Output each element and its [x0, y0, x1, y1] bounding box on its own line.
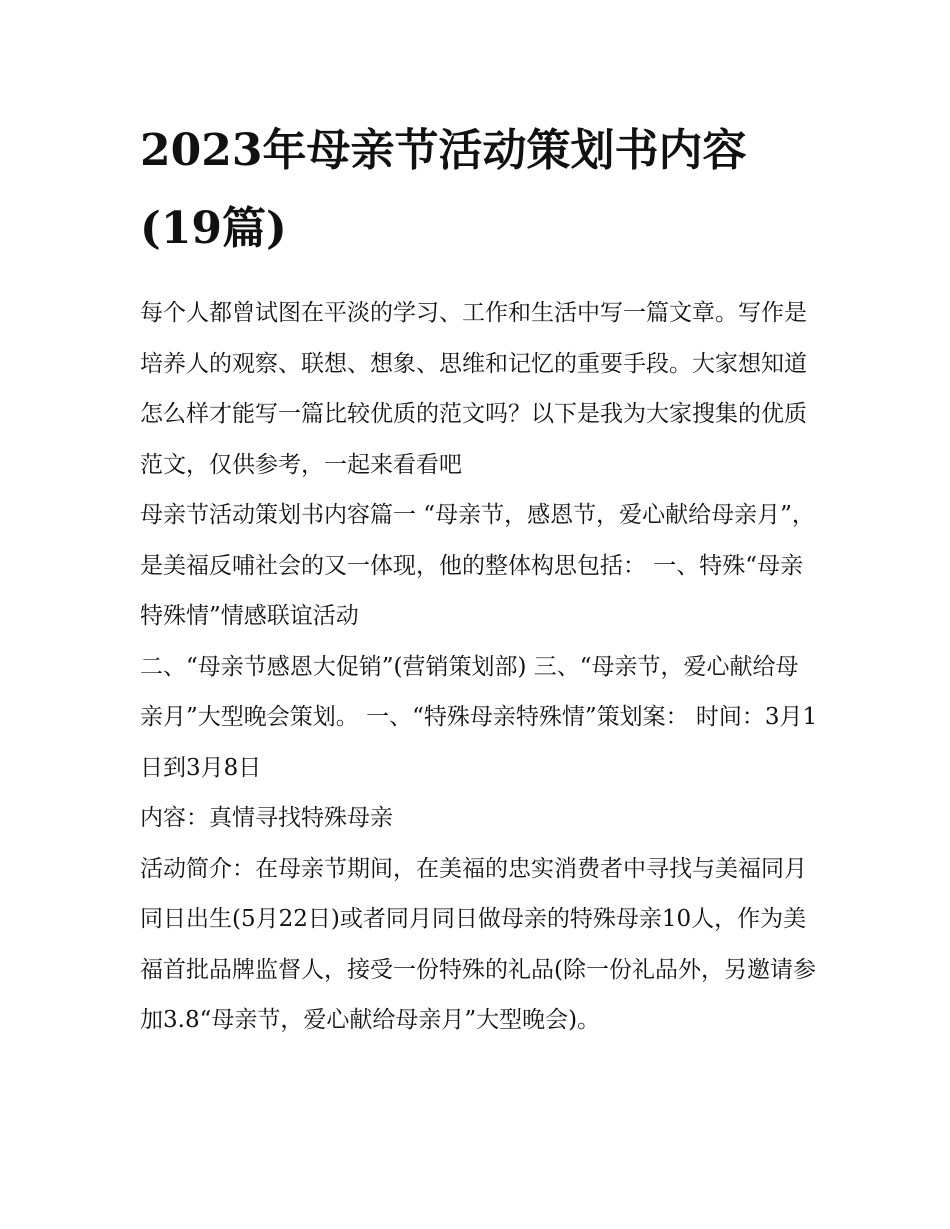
document-page: [140, 112, 820, 1046]
paragraph-section-two: 二、“母亲节感恩大促销”(营销策划部) 三、“母亲节，爱心献给母亲月”大型晚会策划。 一、“特殊母亲特殊情”策划案： 时间：3月1日到3月8日: [140, 653, 818, 781]
paragraph-section-one: 母亲节活动策划书内容篇一 “母亲节，感恩节，爱心献给母亲月”，是美福反哺社会的又一体现，他的整体构思包括： 一、特殊“母亲特殊情”情感联谊活动: [140, 502, 815, 629]
paragraph-content: 内容：真情寻找特殊母亲: [140, 805, 393, 831]
paragraph-intro: 每个人都曾试图在平淡的学习、工作和生活中写一篇文章。写作是培养人的观察、联想、想象、思维和记忆的重要手段。大家想知道怎么样才能写一篇比较优质的范文吗？以下是我为大家搜集的优质范文，仅供参考，一起来看看吧: [140, 300, 807, 478]
document-title: 2023年母亲节活动策划书内容(19篇): [140, 125, 747, 254]
paragraph-activity-intro: 活动简介：在母亲节期间，在美福的忠实消费者中寻找与美福同月同日出生(5月22日)或者同月同日做母亲的特殊母亲10人，作为美福首批品牌监督人，接受一份特殊的礼品(除一份礼品外，另邀请参加3.8“母亲节，爱心献给母亲月”大型晚会)。: [140, 855, 816, 1033]
